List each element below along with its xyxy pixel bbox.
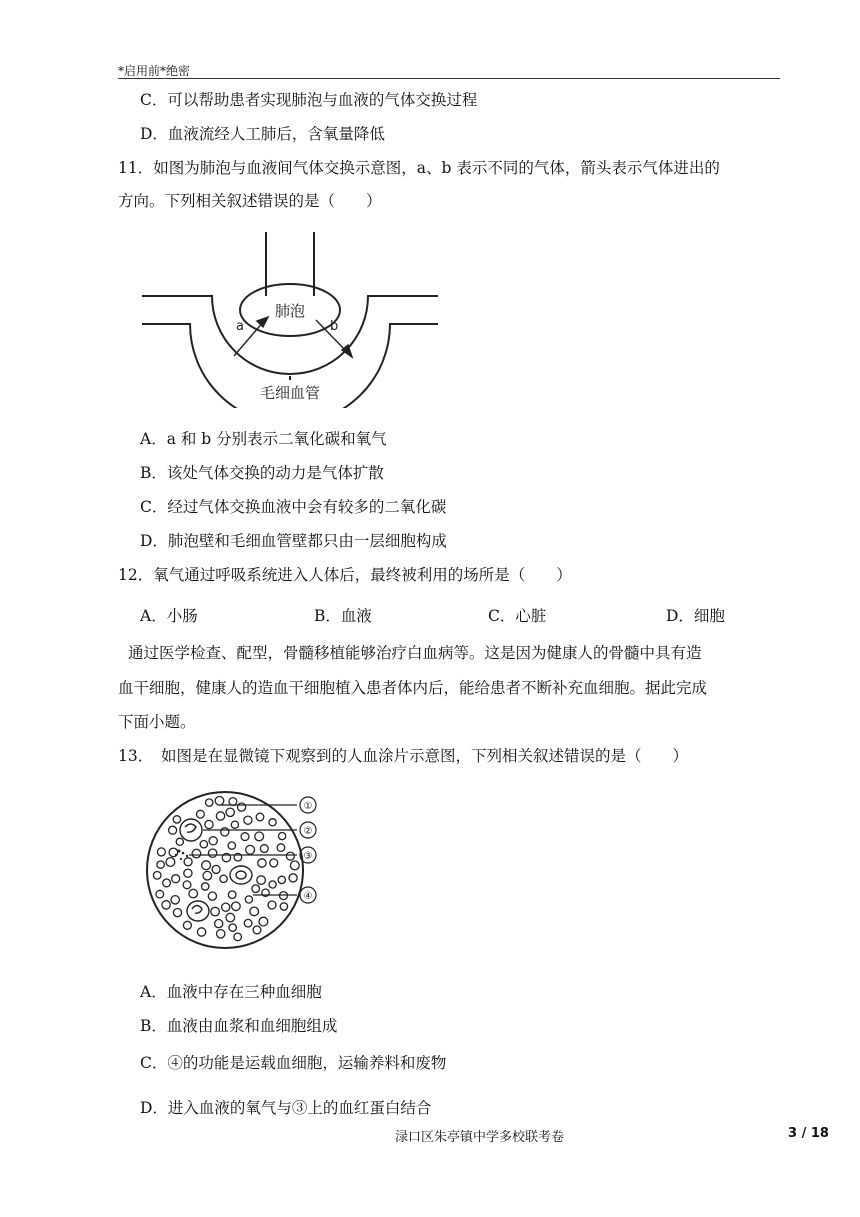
passage-line3: 下面小题。 <box>118 713 196 731</box>
smear-label-1: ① <box>303 801 313 812</box>
passage-line1: 通过医学检查、配型，骨髓移植能够治疗白血病等。这是因为健康人的骨髓中具有造 <box>128 644 702 662</box>
passage-line2: 血干细胞，健康人的造血干细胞植入患者体内后，能给患者不断补充血细胞。据此完成 <box>118 679 708 697</box>
q12-option-d: D．细胞 <box>666 607 725 625</box>
smear-label-2: ② <box>303 826 313 837</box>
q13-option-a: A．血液中存在三种血细胞 <box>140 983 322 1001</box>
q12-option-c: C．心脏 <box>488 607 547 625</box>
gas-b-label: b <box>330 319 339 334</box>
q11-alveolus-diagram <box>140 228 440 408</box>
q12-option-a: A．小肠 <box>140 607 198 625</box>
q13-option-d: D．进入血液的氧气与③上的血红蛋白结合 <box>140 1099 432 1117</box>
smear-label-3: ③ <box>303 851 313 862</box>
q10-option-c: C．可以帮助患者实现肺泡与血液的气体交换过程 <box>140 91 478 109</box>
smear-label-4: ④ <box>303 891 313 902</box>
q12-option-b: B．血液 <box>314 607 372 625</box>
q12-stem: 12．氧气通过呼吸系统进入人体后，最终被利用的场所是（ ） <box>118 566 572 584</box>
q11-option-b: B．该处气体交换的动力是气体扩散 <box>140 464 384 482</box>
q13-option-c: C．④的功能是运载血细胞，运输养料和废物 <box>140 1054 447 1072</box>
q13-blood-smear-diagram <box>145 783 330 963</box>
footer-exam-name: 渌口区朱亭镇中学多校联考卷 <box>395 1130 565 1145</box>
gas-a-label: a <box>236 319 244 334</box>
q11-option-d: D．肺泡壁和毛细血管壁都只由一层细胞构成 <box>140 532 447 550</box>
q11-stem-line2: 方向。下列相关叙述错误的是（ ） <box>118 192 382 210</box>
footer-page-number: 3 / 18 <box>788 1126 829 1141</box>
page-header: *启用前*绝密 <box>118 64 191 78</box>
header-rule <box>118 78 780 79</box>
q11-stem-line1: 11．如图为肺泡与血液间气体交换示意图，a、b 表示不同的气体，箭头表示气体进出的 <box>118 159 720 177</box>
q12-options-row <box>118 604 780 624</box>
capillary-label: 毛细血管 <box>259 384 321 402</box>
q10-option-d: D．血液流经人工肺后，含氧量降低 <box>140 125 385 143</box>
q13-stem: 13． 如图是在显微镜下观察到的人血涂片示意图，下列相关叙述错误的是（ ） <box>118 747 688 765</box>
q11-option-a: A．a 和 b 分别表示二氧化碳和氧气 <box>140 430 387 448</box>
q11-option-c: C．经过气体交换血液中会有较多的二氧化碳 <box>140 498 447 516</box>
alveolus-label: 肺泡 <box>274 302 306 320</box>
q13-option-b: B．血液由血浆和血细胞组成 <box>140 1017 338 1035</box>
